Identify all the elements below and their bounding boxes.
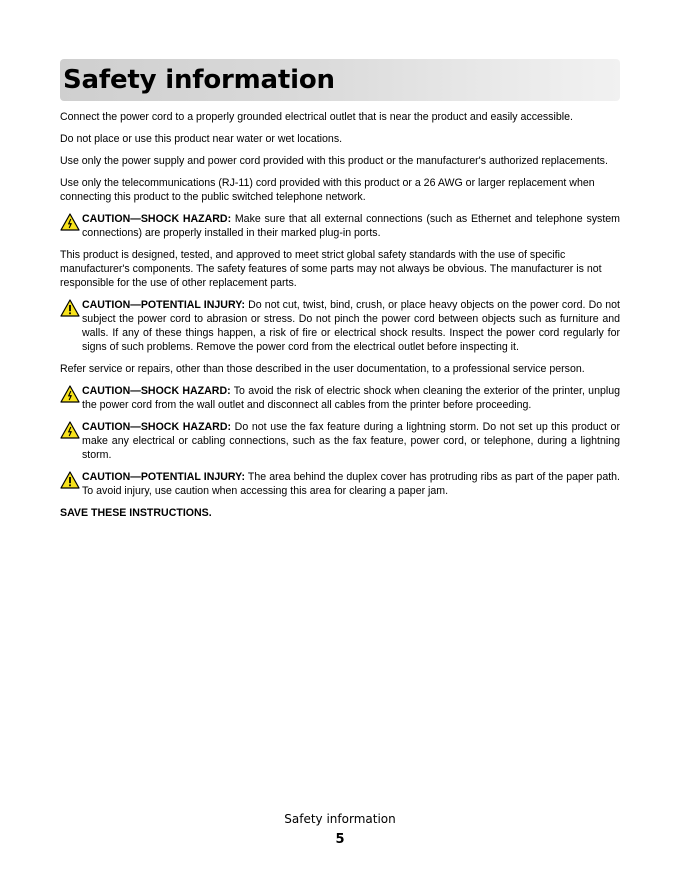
paragraph-service: Refer service or repairs, other than those described in the user documentation, to a professional service person. bbox=[60, 363, 585, 375]
injury-warning-icon bbox=[60, 471, 80, 489]
page-title: Safety information bbox=[63, 65, 335, 95]
caution-injury-duplex bbox=[60, 470, 620, 498]
caution-text: Make sure that all external connections (such as Ethernet and telephone system connections) are properly installed in their marked plug-in ports. bbox=[82, 213, 620, 239]
paragraph-telecom-cord: Use only the telecommunications (RJ-11) cord provided with this product or a 26 AWG or larger replacement when connecting this product to the public switched telephone network. bbox=[60, 177, 595, 203]
paragraph-safety-standards: This product is designed, tested, and approved to meet strict global safety standards with the use of specific manufacturer's components. The safety features of some parts may not always be obvious. The manufacturer is not responsible for the use of other replacement parts. bbox=[60, 249, 602, 289]
caution-label: CAUTION—SHOCK HAZARD: bbox=[82, 421, 232, 433]
caution-shock-cleaning bbox=[60, 384, 620, 412]
caution-text: Do not cut, twist, bind, crush, or place heavy objects on the power cord. Do not subject the power cord to abrasion or stress. Do not pinch the power cord between objects such as furniture and walls. If any of these things happen, a risk of fire or electrical shock results. Inspect the power cord regularly for signs of such problems. Remove the power cord from the electrical outlet before inspecting it. bbox=[82, 299, 620, 353]
caution-label: CAUTION—SHOCK HAZARD: bbox=[82, 385, 231, 397]
shock-warning-icon bbox=[60, 421, 80, 439]
body-content bbox=[60, 110, 620, 520]
caution-text: Do not use the fax feature during a lightning storm. Do not set up this product or make any electrical or cabling connections, such as the fax feature, power cord, or telephone, during a lightning storm. bbox=[82, 421, 620, 461]
caution-label: CAUTION—POTENTIAL INJURY: bbox=[82, 471, 245, 483]
paragraph-water: Do not place or use this product near water or wet locations. bbox=[60, 133, 343, 145]
caution-shock-lightning bbox=[60, 420, 620, 462]
caution-text: The area behind the duplex cover has protruding ribs as part of the paper path. To avoid injury, use caution when accessing this area for clearing a paper jam. bbox=[82, 471, 620, 497]
caution-shock-external-connections bbox=[60, 212, 620, 240]
page-number: 5 bbox=[335, 832, 345, 847]
caution-injury-power-cord bbox=[60, 298, 620, 354]
footer-section-title: Safety information bbox=[284, 812, 396, 826]
save-instructions: SAVE THESE INSTRUCTIONS. bbox=[60, 507, 212, 519]
injury-warning-icon bbox=[60, 299, 80, 317]
paragraph-grounded-outlet: Connect the power cord to a properly grounded electrical outlet that is near the product and easily accessible. bbox=[60, 111, 573, 123]
caution-label: CAUTION—POTENTIAL INJURY: bbox=[82, 299, 246, 311]
shock-warning-icon bbox=[60, 385, 80, 403]
shock-warning-icon bbox=[60, 213, 80, 231]
caution-text: To avoid the risk of electric shock when cleaning the exterior of the printer, unplug the power cord from the wall outlet and disconnect all cables from the printer before proceeding. bbox=[82, 385, 620, 411]
caution-label: CAUTION—SHOCK HAZARD: bbox=[82, 213, 232, 225]
section-title-bar bbox=[60, 59, 620, 101]
paragraph-power-supply: Use only the power supply and power cord provided with this product or the manufacturer's authorized replacements. bbox=[60, 155, 608, 167]
